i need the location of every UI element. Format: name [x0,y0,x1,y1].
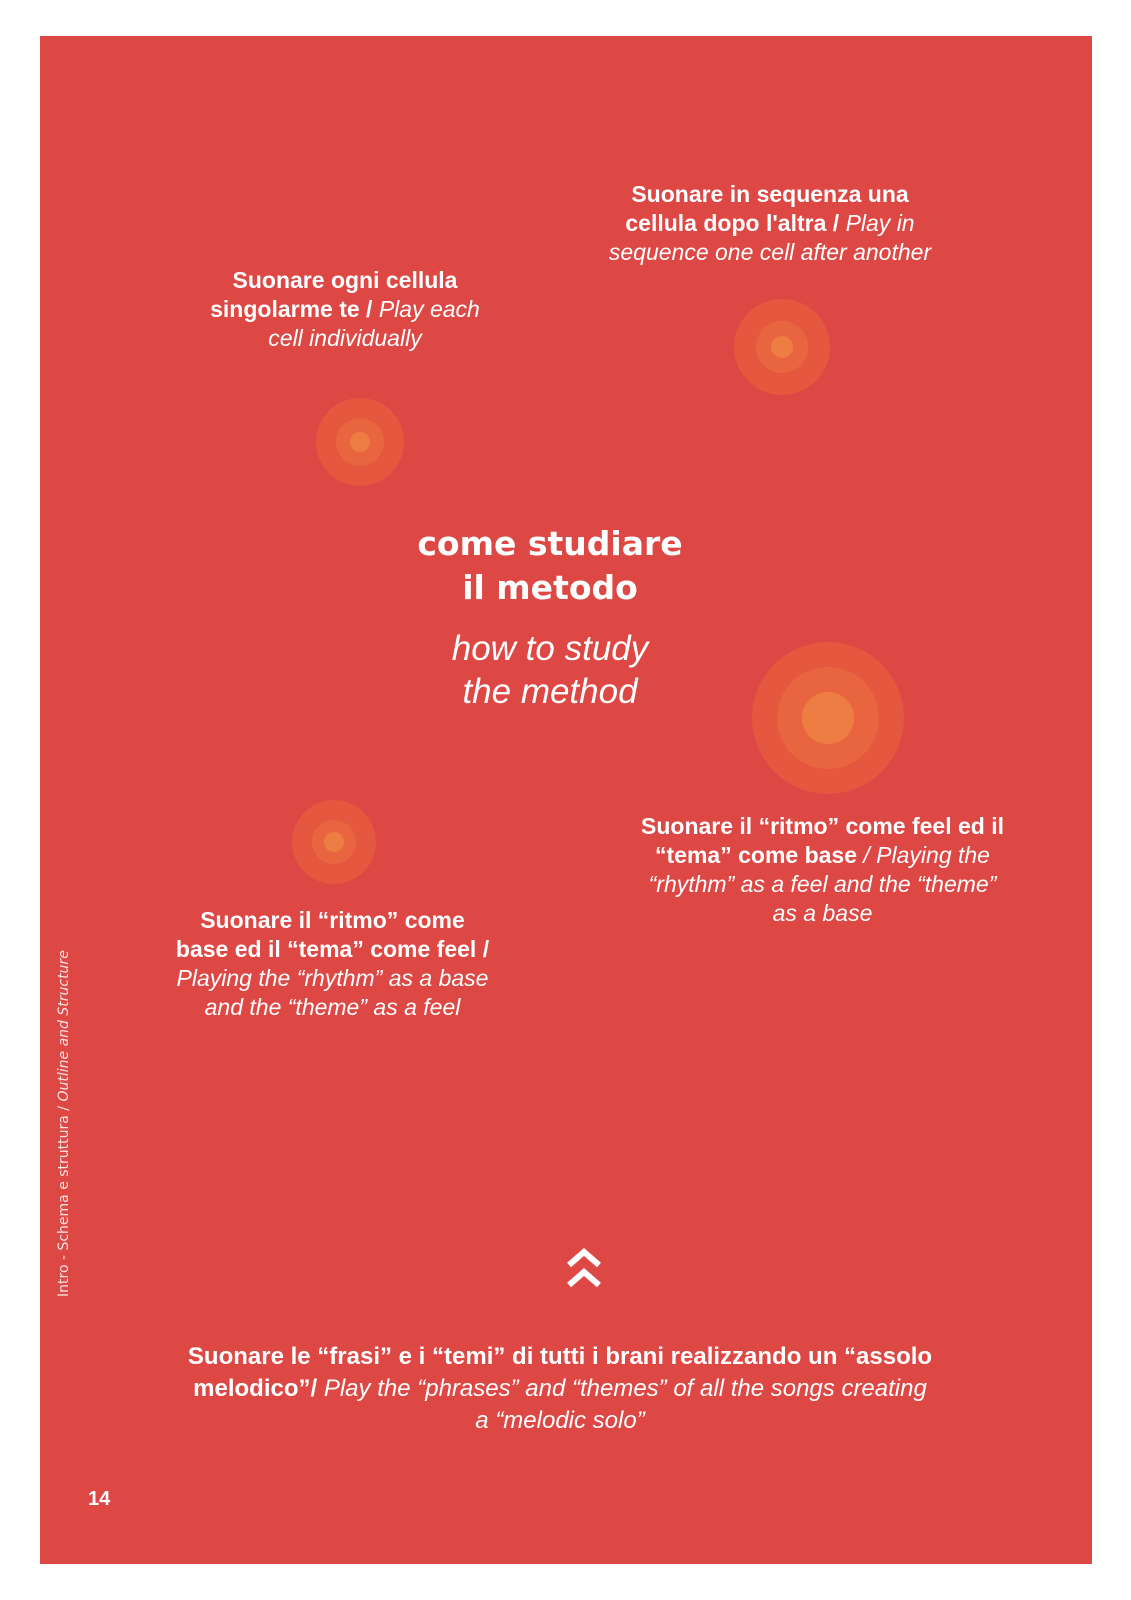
double-chevron-up-icon [565,1245,603,1291]
step-individual-it-1: Suonare ogni cellula [232,267,458,293]
step-melodic-solo-it-2: melodico”/ [193,1375,324,1402]
step-melodic-solo-it-1: Suonare le “frasi” e i “temi” di tutti i brani realizzando un “assolo [187,1343,933,1370]
step-rhythm-base-en-3: Playing the “rhythm” as a base [176,965,489,991]
page-subtitle-line-2: the method [462,672,638,711]
step-rhythm-feel-en-3: “rhythm” as a feel and the “theme” [648,871,997,897]
step-rhythm-base [155,906,510,1022]
section-side-label-it: Intro - Schema e struttura / [56,1101,72,1297]
step-sequence [590,180,950,267]
step-rhythm-feel-en-2: / Playing the [857,842,990,868]
step-rhythm-feel-it-1: Suonare il “ritmo” come feel ed il [641,813,1004,839]
page-title-line-1: come studiare [417,524,683,563]
step-rhythm-base-it-2: base ed il “tema” come feel / [175,936,490,962]
page-number: 14 [88,1488,111,1510]
step-individual [180,266,510,353]
section-side-label [56,950,72,1297]
page-title [360,522,740,610]
step-individual-en-3: cell individually [268,325,422,351]
step-melodic-solo [150,1341,970,1437]
step-rhythm-feel-it-2: “tema” come base [655,842,857,868]
page-subtitle [360,627,740,713]
step-rhythm-feel-en-4: as a base [772,900,873,926]
step-rhythm-base-it-1: Suonare il “ritmo” come [200,907,465,933]
section-side-label-en: Outline and Structure [56,950,72,1102]
page-subtitle-line-1: how to study [451,629,649,668]
step-rhythm-feel [630,812,1015,928]
step-melodic-solo-en-2: Play the “phrases” and “themes” of all the songs creating [323,1375,927,1402]
step-melodic-solo-en-3: a “melodic solo” [475,1407,645,1434]
step-sequence-en-3: sequence one cell after another [608,239,932,265]
step-individual-it-2: singolarme te / [210,296,379,322]
step-sequence-it-1: Suonare in sequenza una [631,181,909,207]
step-sequence-en-2: Play in [845,210,915,236]
step-rhythm-base-en-4: and the “theme” as a feel [204,994,461,1020]
step-individual-en-2: Play each [378,296,480,322]
step-sequence-it-2: cellula dopo l'altra / [625,210,846,236]
page-title-line-2: il metodo [462,568,638,607]
